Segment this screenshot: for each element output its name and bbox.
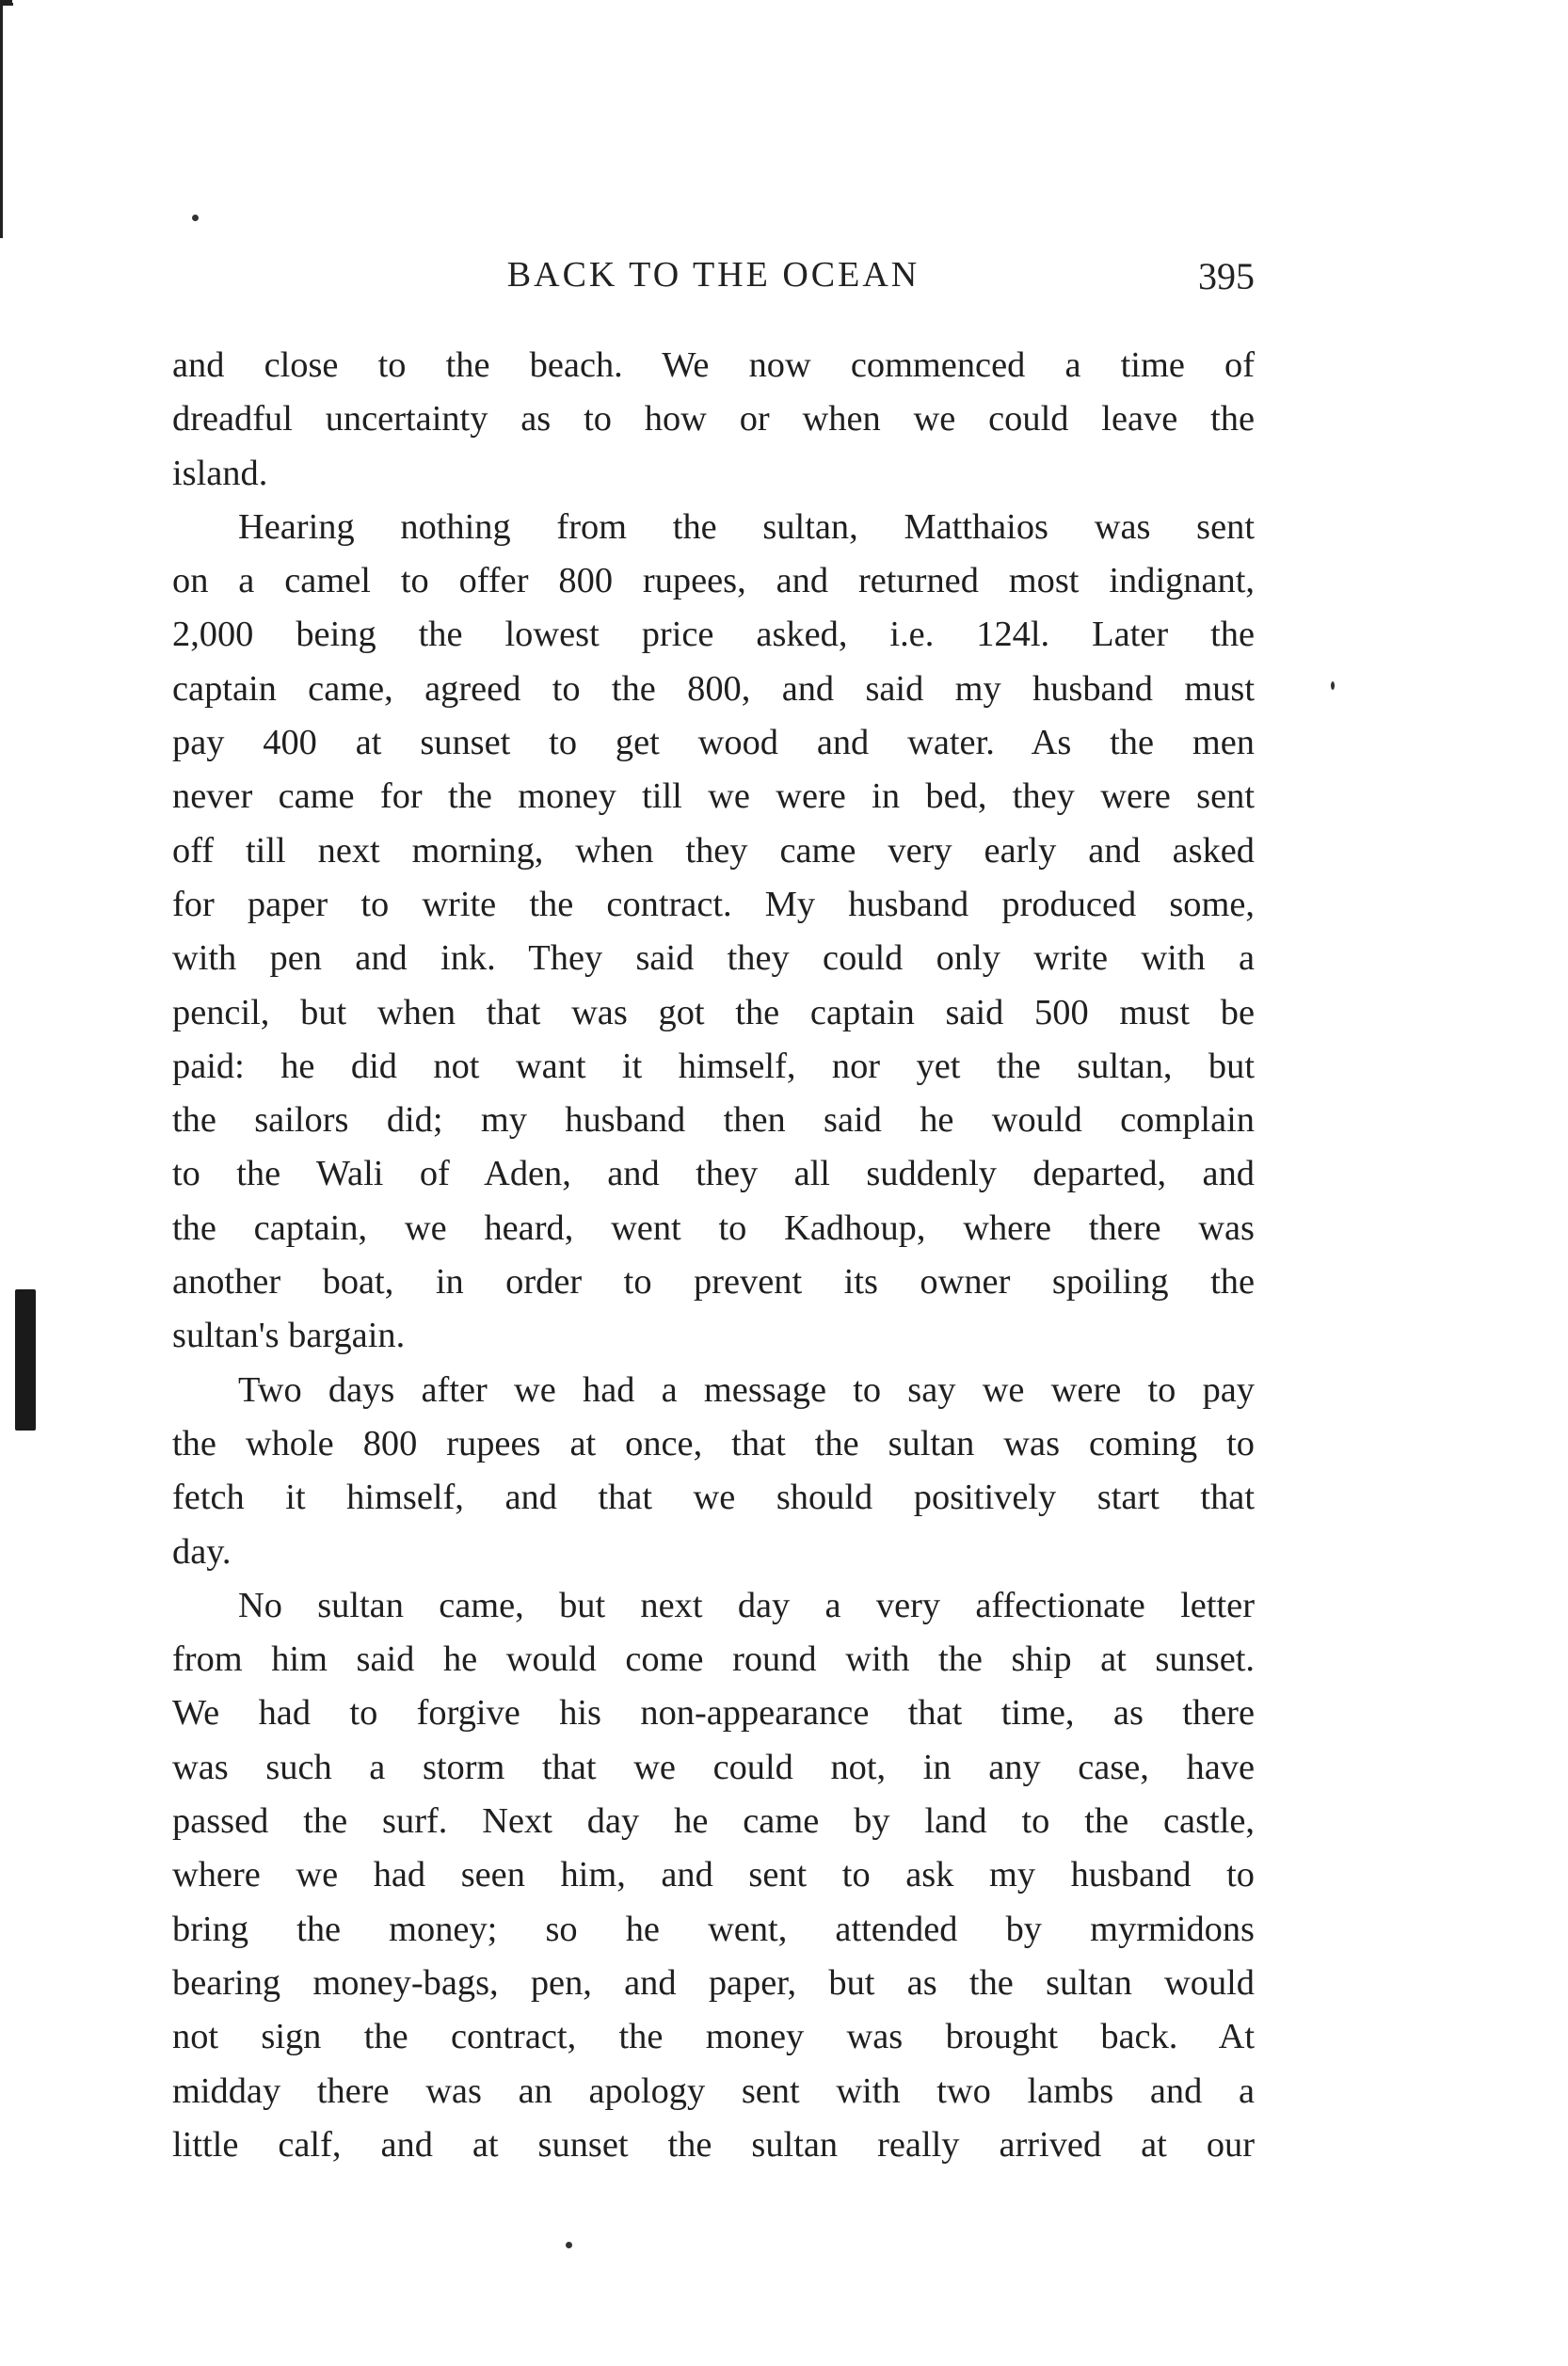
page-number: 395 — [1198, 255, 1255, 297]
text-line: dreadful uncertainty as to how or when we could leave the — [172, 399, 1255, 440]
text-line: paid: he did not want it himself, nor yet the sultan, but — [172, 1046, 1255, 1086]
text-line: captain came, agreed to the 800, and said my husband must — [172, 668, 1255, 709]
paragraph-first-line: No sultan came, but next day a very affectionate letter — [238, 1585, 1255, 1625]
ink-speck — [1331, 681, 1335, 690]
text-line: the sailors did; my husband then said he would complain — [172, 1100, 1255, 1141]
text-line: pay 400 at sunset to get wood and water. As the men — [172, 723, 1255, 763]
text-line: off till next morning, when they came very early and asked — [172, 830, 1255, 871]
text-line: not sign the contract, the money was brought back. At — [172, 2017, 1255, 2057]
ink-speck — [566, 2242, 572, 2248]
scan-margin-bar — [15, 1289, 36, 1431]
text-line: We had to forgive his non-appearance that time, as there — [172, 1693, 1255, 1734]
text-line: the whole 800 rupees at once, that the sultan was coming to — [172, 1423, 1255, 1463]
text-line: midday there was an apology sent with two lambs and a — [172, 2070, 1255, 2111]
paragraph-first-line: Two days after we had a message to say we were to pay — [238, 1369, 1255, 1410]
text-line: bring the money; so he went, attended by myrmidons — [172, 1909, 1255, 1949]
text-line: and close to the beach. We now commenced a time of — [172, 345, 1255, 385]
text-line: pencil, but when that was got the captain said 500 must be — [172, 992, 1255, 1032]
paragraph-first-line: Hearing nothing from the sultan, Matthaios was sent — [238, 506, 1255, 547]
text-line: sultan's bargain. — [172, 1316, 406, 1356]
running-head: BACK TO THE OCEAN — [506, 255, 920, 295]
text-line: island. — [172, 453, 268, 493]
text-line: for paper to write the contract. My husband produced some, — [172, 884, 1255, 924]
scan-edge-mark — [0, 0, 12, 238]
text-line: 2,000 being the lowest price asked, i.e. 124l. Later the — [172, 615, 1255, 655]
text-line: another boat, in order to prevent its owner spoiling the — [172, 1262, 1255, 1303]
ink-speck — [192, 215, 199, 221]
text-line: passed the surf. Next day he came by land to the castle, — [172, 1801, 1255, 1842]
text-line: little calf, and at sunset the sultan really arrived at our — [172, 2124, 1255, 2165]
text-line: day. — [172, 1531, 232, 1572]
text-line: from him said he would come round with the ship at sunset. — [172, 1639, 1255, 1680]
text-line: was such a storm that we could not, in any case, have — [172, 1747, 1255, 1787]
text-line: bearing money-bags, pen, and paper, but as the sultan would — [172, 1962, 1255, 2003]
body-text — [172, 339, 1255, 2172]
text-line: the captain, we heard, went to Kadhoup, where there was — [172, 1207, 1255, 1248]
text-line: never came for the money till we were in bed, they were sent — [172, 776, 1255, 817]
text-line: to the Wali of Aden, and they all suddenly departed, and — [172, 1154, 1255, 1194]
text-line: on a camel to offer 800 rupees, and returned most indignant, — [172, 561, 1255, 601]
text-line: where we had seen him, and sent to ask my husband to — [172, 1855, 1255, 1895]
text-line: fetch it himself, and that we should positively start that — [172, 1478, 1255, 1518]
text-line: with pen and ink. They said they could only write with a — [172, 938, 1255, 979]
page-header — [172, 254, 1255, 311]
